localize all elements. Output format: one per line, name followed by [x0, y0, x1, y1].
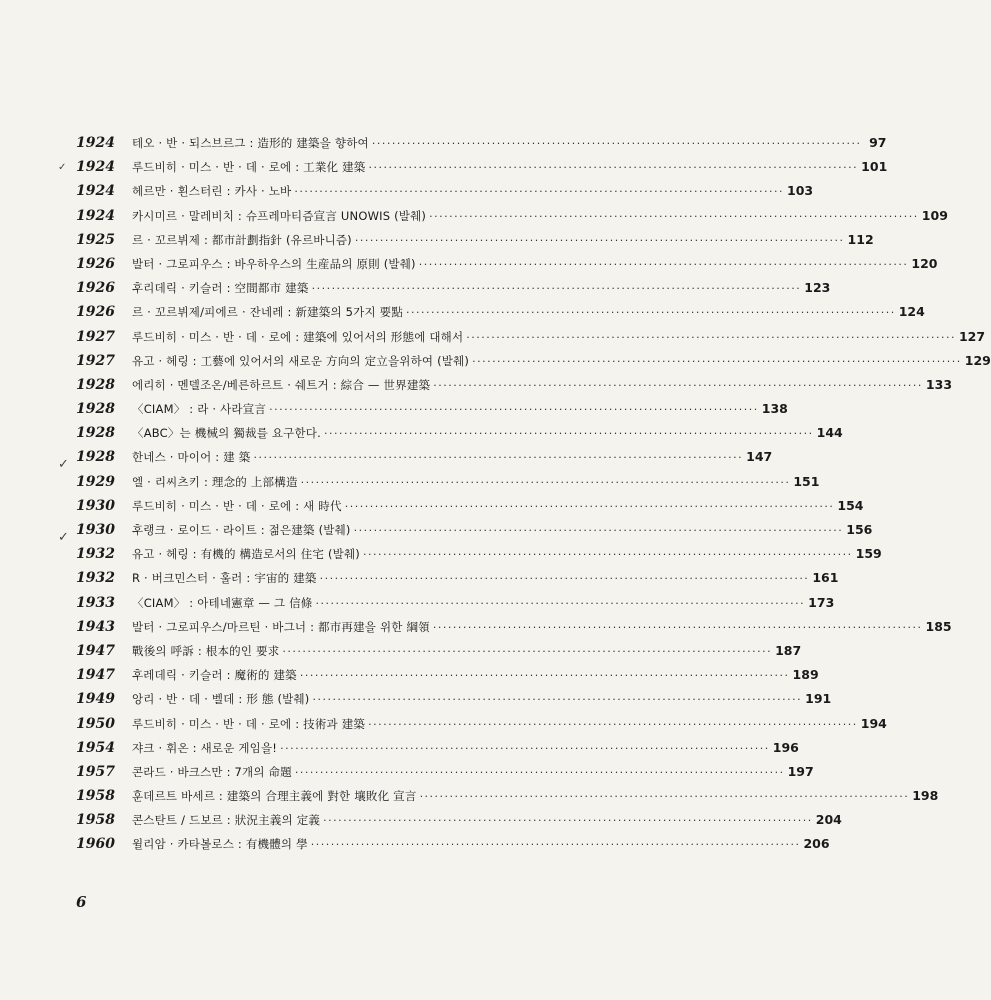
- toc-entry-page-number: 120: [911, 255, 938, 271]
- toc-entry: [76, 494, 864, 518]
- toc-dot-leader: [321, 422, 817, 446]
- toc-entry-year: 1926: [76, 255, 115, 272]
- toc-entry: [76, 421, 843, 445]
- toc-entry-year: 1954: [76, 739, 115, 756]
- toc-entry-title: 르 · 꼬르뷔제/피에르 · 잔네레 : 新建築의 5가지 要點: [132, 305, 404, 320]
- toc-entry: [76, 155, 888, 179]
- toc-entry-year: 1926: [76, 304, 115, 321]
- toc-entry-year: 1958: [76, 812, 115, 829]
- toc-entry-page-number: 185: [925, 618, 952, 634]
- toc-dot-leader: [430, 374, 926, 398]
- toc-dot-leader: [309, 277, 805, 301]
- toc-dot-leader: [308, 833, 804, 857]
- toc-entry-title: 콘스탄트 / 드보르 : 狀況主義의 定義: [132, 813, 321, 828]
- toc-entry: [76, 784, 939, 808]
- toc-entry-page-number: 123: [804, 280, 831, 296]
- toc-dot-leader: [417, 785, 913, 809]
- toc-entry-title: R · 버크민스터 · 훌러 : 宇宙的 建築: [132, 571, 317, 586]
- toc-entry-year: 1926: [76, 280, 115, 297]
- toc-entry-title: 훈데르트 바세르 : 建築의 合理主義에 對한 壤敗化 宣言: [132, 789, 417, 804]
- toc-entry-year: 1932: [76, 570, 115, 587]
- toc-entry-title: 유고 · 헤링 : 有機的 構造로서의 住宅 (발췌): [132, 547, 360, 562]
- toc-entry-title: 한네스 · 마이어 : 建 築: [132, 450, 251, 465]
- toc-dot-leader: [298, 471, 794, 495]
- toc-entry-year: 1924: [76, 207, 115, 224]
- toc-entry: [76, 591, 835, 615]
- toc-entry-year: 1930: [76, 522, 115, 538]
- toc-entry-title: 戰後의 呼訴 : 根本的인 要求: [132, 643, 280, 658]
- toc-dot-leader: [309, 688, 805, 712]
- toc-entry-year: 1927: [76, 352, 115, 369]
- toc-entry-page-number: 101: [861, 159, 888, 175]
- toc-entry-year: 1929: [76, 473, 115, 490]
- check-mark-icon: ✓: [58, 162, 67, 173]
- toc-entry: [76, 228, 874, 252]
- toc-dot-leader: [430, 616, 926, 640]
- toc-entry-page-number: 154: [837, 497, 864, 513]
- toc-dot-leader: [317, 567, 813, 591]
- toc-dot-leader: [279, 640, 775, 664]
- toc-entry-page-number: 161: [812, 570, 839, 586]
- toc-entry: [76, 179, 814, 203]
- toc-dot-leader: [352, 229, 848, 253]
- toc-entry-title: 카시미르 · 말레비치 : 슈프레마티즘宣言 UNOWIS (발췌): [132, 208, 427, 223]
- toc-dot-leader: [403, 301, 899, 325]
- toc-entry: [76, 276, 831, 300]
- toc-entry-year: 1928: [76, 425, 115, 442]
- toc-entry-year: 1947: [76, 642, 115, 659]
- toc-entry: [76, 445, 773, 469]
- toc-entry-title: 쟈크 · 휘온 : 새로운 게임을!: [132, 740, 278, 755]
- toc-dot-leader: [351, 519, 847, 543]
- toc-entry-year: 1957: [76, 763, 115, 780]
- toc-entry-title: 〈CIAM〉 : 아테네憲章 — 그 信條: [132, 595, 313, 610]
- toc-entry-title: 엘 · 리씨츠키 : 理念的 上部構造: [132, 474, 298, 489]
- toc-entry-year: 1927: [76, 328, 115, 345]
- toc-entry-year: 1928: [76, 401, 115, 418]
- toc-entry-title: 후레데릭 · 키슬러 : 魔術的 建築: [132, 668, 297, 683]
- toc-dot-leader: [469, 350, 965, 374]
- toc-dot-leader: [250, 446, 746, 470]
- toc-entry-page-number: 112: [847, 231, 874, 247]
- toc-dot-leader: [313, 592, 809, 616]
- toc-dot-leader: [320, 809, 816, 833]
- check-mark-icon: ✓: [58, 457, 69, 472]
- toc-entry-page-number: 133: [925, 376, 953, 392]
- toc-dot-leader: [360, 543, 856, 567]
- toc-entry-page-number: 173: [808, 594, 835, 610]
- toc-entry-page-number: 147: [746, 449, 773, 465]
- toc-entry: [76, 542, 882, 566]
- toc-entry-title: 헤르만 · 횐스터린 : 카사 · 노바: [132, 184, 292, 199]
- toc-entry-page-number: 103: [787, 183, 814, 199]
- toc-entry-page-number: 156: [846, 522, 873, 537]
- toc-dot-leader: [277, 737, 773, 761]
- toc-entry-year: 1924: [76, 183, 115, 200]
- toc-dot-leader: [291, 180, 787, 204]
- toc-entry: [76, 470, 820, 494]
- toc-entry: [76, 712, 887, 736]
- toc-entry-year: 1928: [76, 449, 115, 466]
- toc-entry: [76, 615, 952, 639]
- toc-dot-leader: [297, 664, 793, 688]
- toc-entry-page-number: 97: [869, 135, 887, 150]
- toc-entry-title: 〈ABC〉는 機械의 獨裁를 요구한다.: [132, 426, 321, 441]
- toc-entry-page-number: 189: [792, 667, 819, 683]
- page-number-folio: 6: [76, 893, 87, 911]
- table-of-contents: [76, 131, 991, 857]
- toc-entry-title: 후리데릭 · 키슬러 : 空間都市 建築: [132, 281, 309, 296]
- toc-entry-year: 1930: [76, 497, 115, 514]
- toc-entry-title: 발터 · 그로피우스 : 바우하우스의 生産品의 原則 (발췌): [132, 256, 416, 271]
- toc-entry-page-number: 109: [921, 207, 948, 223]
- toc-entry-title: 앙리 · 반 · 데 · 벨데 : 形 態 (발췌): [132, 692, 310, 707]
- toc-entry-page-number: 138: [761, 401, 788, 417]
- toc-entry-page-number: 144: [816, 425, 843, 441]
- toc-dot-leader: [266, 398, 762, 422]
- toc-entry: [76, 663, 819, 687]
- toc-entry-year: 1924: [76, 159, 115, 176]
- toc-entry-page-number: 204: [815, 812, 842, 828]
- toc-entry-year: 1925: [76, 231, 115, 248]
- toc-dot-leader: [416, 253, 912, 277]
- toc-entry-page-number: 197: [787, 763, 814, 779]
- toc-entry: [76, 373, 953, 397]
- toc-entry-page-number: 187: [775, 642, 802, 658]
- toc-entry-page-number: 198: [912, 788, 939, 804]
- toc-entry-year: 1933: [76, 594, 115, 611]
- toc-dot-leader: [365, 713, 861, 737]
- toc-entry-title: 르 · 꼬르뷔제 : 都市計劃指針 (유르바니즘): [132, 232, 352, 247]
- check-mark-icon: ✓: [58, 530, 69, 545]
- toc-entry: [76, 252, 938, 276]
- toc-entry-title: 〈CIAM〉 : 라 · 사라宣言: [132, 402, 267, 417]
- toc-entry: [76, 566, 839, 590]
- toc-entry-page-number: 191: [805, 691, 832, 707]
- toc-dot-leader: [366, 156, 862, 180]
- toc-entry-year: 1943: [76, 618, 115, 635]
- toc-entry: [76, 204, 948, 228]
- toc-dot-leader: [369, 132, 865, 156]
- toc-entry-year: 1958: [76, 788, 115, 805]
- toc-entry: [76, 760, 814, 784]
- toc-entry-year: 1949: [76, 691, 115, 708]
- toc-entry: [76, 687, 832, 711]
- toc-entry: [76, 300, 925, 324]
- toc-entry-year: 1960: [76, 836, 115, 853]
- toc-entry-title: 발터 · 그로피우스/마르틴 · 바그너 : 都市再建을 위한 綱領: [132, 619, 430, 634]
- toc-entry: [76, 639, 802, 663]
- toc-entry-page-number: 206: [803, 836, 830, 852]
- toc-entry-page-number: 151: [793, 473, 820, 489]
- toc-entry-page-number: 196: [772, 739, 799, 755]
- toc-entry-page-number: 129: [964, 352, 991, 368]
- toc-entry-title: 테오 · 반 · 되스브르그 : 造形的 建築을 향하여: [132, 136, 369, 150]
- toc-entry-year: 1947: [76, 667, 115, 684]
- toc-entry-title: 윌리암 · 카타볼로스 : 有機體의 學: [132, 837, 308, 852]
- toc-dot-leader: [426, 205, 922, 229]
- toc-entry-page-number: 124: [898, 304, 925, 320]
- toc-entry-title: 루드비히 · 미스 · 반 · 데 · 로에 : 建築에 있어서의 形態에 대해서: [132, 329, 464, 344]
- toc-entry-year: 1924: [76, 135, 115, 151]
- toc-entry-year: 1932: [76, 546, 115, 563]
- toc-entry: [76, 736, 799, 760]
- toc-entry-title: 루드비히 · 미스 · 반 · 데 · 로에 : 技術과 建築: [132, 716, 366, 731]
- toc-entry: [76, 349, 991, 373]
- toc-entry-title: 유고 · 헤링 : 工藝에 있어서의 새로운 方向의 定立을위하여 (발췌): [132, 353, 470, 368]
- toc-entry-title: 루드비히 · 미스 · 반 · 데 · 로에 : 새 時代: [132, 498, 342, 513]
- toc-entry: [76, 808, 842, 832]
- toc-entry-title: 에리히 · 멘델조온/베른하르트 · 쉐트거 : 綜合 — 世界建築: [132, 377, 431, 392]
- toc-entry: [76, 518, 873, 542]
- toc-entry: [76, 397, 788, 421]
- toc-entry-year: 1950: [76, 715, 115, 732]
- toc-entry-title: 후랭크 · 로이드 · 라이트 : 젊은建築 (발췌): [132, 523, 351, 537]
- toc-entry-title: 콘라드 · 바크스만 : 7개의 命題: [132, 764, 292, 779]
- toc-entry-page-number: 159: [855, 546, 882, 562]
- toc-entry-page-number: 127: [958, 328, 986, 344]
- toc-entry-title: 루드비히 · 미스 · 반 · 데 · 로에 : 工業化 建築: [132, 160, 366, 175]
- toc-entry: [76, 131, 887, 155]
- toc-entry-page-number: 194: [860, 715, 887, 731]
- toc-dot-leader: [292, 761, 788, 785]
- toc-dot-leader: [463, 326, 959, 350]
- toc-entry: [76, 832, 830, 856]
- toc-entry: [76, 325, 986, 349]
- toc-entry-year: 1928: [76, 376, 115, 393]
- toc-dot-leader: [342, 495, 838, 519]
